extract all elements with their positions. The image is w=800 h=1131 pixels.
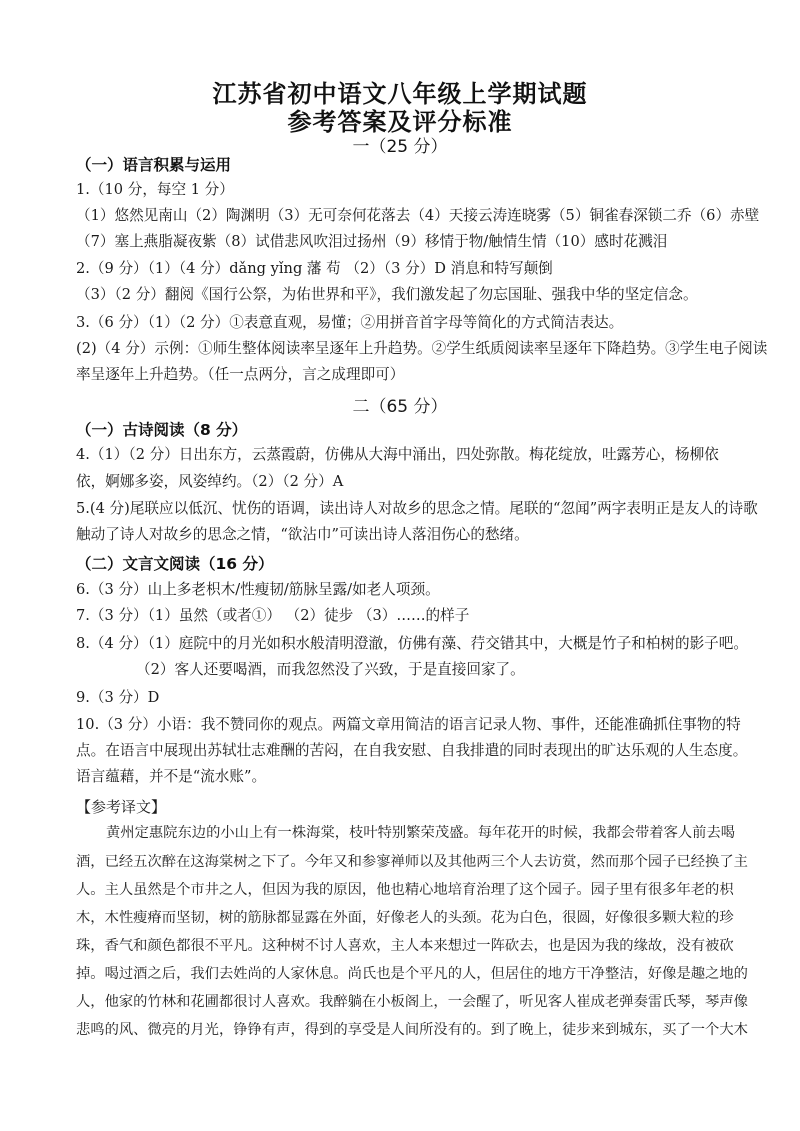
document-title: 江苏省初中语文八年级上学期试题 — [212, 80, 588, 108]
translation-line: 黄州定惠院东边的小山上有一株海棠，枝叶特别繁荣茂盛。每年花开的时候，我都会带着客人前去喝 — [106, 825, 736, 841]
translation-line: 酒，已经五次醉在这海棠树之下了。今年又和参寥禅师以及其他两三个人去访赏，然而那个园子已经换了主 — [76, 854, 748, 870]
answer-line: 点。在语言中展现出苏轼壮志难酬的苦闷，在自我安慰、自我排遣的同时表现出的旷达乐观的人生态度。 — [76, 742, 748, 759]
part-two-heading: 二（65 分） — [352, 397, 448, 417]
answer-line: 7.（3 分）（1）虽然（或者①） （2）徒步 （3）……的样子 — [76, 607, 470, 624]
section-classical-heading: （二）文言文阅读（16 分） — [76, 555, 274, 573]
translation-line: 人，他家的竹林和花圃都很讨人喜欢。我醉躺在小板阁上，一会醒了，听见客人崔成老弹奏雷氏琴，琴声像 — [76, 994, 748, 1010]
answer-line: 依，婀娜多姿，风姿绰约。（2）（2 分）A — [76, 473, 344, 490]
answer-line: 6.（3 分）山上多老枳木/性瘦韧/筋脉呈露/如老人项颈。 — [76, 581, 440, 598]
part-one-heading: 一（25 分） — [352, 137, 448, 157]
answer-line: 语言蕴藉，并不是“流水账”。 — [76, 768, 267, 785]
answer-line: （2）客人还要喝酒，而我忽然没了兴致，于是直接回家了。 — [136, 661, 525, 678]
document-subtitle: 参考答案及评分标准 — [287, 108, 513, 136]
translation-line: 悲鸣的风、微亮的月光，铮铮有声，得到的享受是人间所没有的。到了晚上，徒步来到城东，买了一个大木 — [76, 1022, 748, 1038]
section-language-heading: （一）语言积累与运用 — [76, 156, 232, 174]
translation-line: 掉。喝过酒之后，我们去姓尚的人家休息。尚氏也是个平凡的人，但居住的地方干净整洁，好像是趣之地的 — [76, 966, 748, 982]
answer-line: 5.(4 分)尾联应以低沉、忧伤的语调，读出诗人对故乡的思念之情。尾联的“忽闻”两字表明正是友人的诗歌 — [76, 500, 758, 517]
reference-translation-label: 【参考译文】 — [76, 798, 167, 816]
answer-line: 10.（3 分）小语：我不赞同你的观点。两篇文章用简洁的语言记录人物、事件，还能准确抓住事物的特 — [76, 716, 741, 733]
answer-line: （1）悠然见南山（2）陶渊明（3）无可奈何花落去（4）天接云涛连晓雾（5）铜雀春深锁二乔（6）赤壁 — [76, 207, 760, 224]
answer-line: 9.（3 分）D — [76, 689, 160, 706]
answer-line: (2)（4 分）示例：①师生整体阅读率呈逐年上升趋势。②学生纸质阅读率呈逐年下降趋势。③学生电子阅读 — [76, 340, 768, 357]
answer-line: （3）（2 分）翻阅《国行公祭，为佑世界和平》，我们激发起了勿忘国耻、强我中华的坚定信念。 — [76, 286, 698, 303]
translation-line: 珠，香气和颜色都很不平凡。这种树不讨人喜欢，主人本来想过一阵砍去，也是因为我的缘故，没有被砍 — [76, 938, 734, 954]
answer-line: （7）塞上燕脂凝夜紫（8）试借悲风吹泪过扬州（9）移情于物/触情生情（10）感时花溅泪 — [76, 233, 668, 250]
answer-line: 1.（10 分，每空 1 分） — [76, 181, 234, 198]
section-poetry-heading: （一）古诗阅读（8 分） — [76, 421, 248, 439]
answer-line: 4.（1）（2 分）日出东方，云蒸霞蔚，仿佛从大海中涌出，四处弥散。梅花绽放，吐露芳心，杨柳依 — [76, 446, 719, 463]
answer-line: 8.（4 分）（1）庭院中的月光如积水般清明澄澈，仿佛有藻、荇交错其中，大概是竹子和柏树的影子吧。 — [76, 635, 748, 652]
answer-line: 率呈逐年上升趋势。（任一点两分，言之成理即可） — [76, 366, 405, 383]
translation-line: 木，木性瘦瘠而坚韧，树的筋脉都显露在外面，好像老人的头颈。花为白色，很圆，好像很多颗大粒的珍 — [76, 910, 734, 926]
translation-line: 人。主人虽然是个市井之人，但因为我的原因，他也精心地培育治理了这个园子。园子里有很多年老的枳 — [76, 882, 734, 898]
answer-line: 2.（9 分）（1）（4 分）dǎng yǐng 藩 苟 （2）（3 分）D 消息和特写颠倒 — [76, 260, 553, 277]
answer-line: 3.（6 分）（1）（2 分）①表意直观，易懂；②用拼音首字母等简化的方式简洁表达。 — [76, 314, 624, 331]
answer-line: 触动了诗人对故乡的思念之情，“欲沾巾”可读出诗人落泪伤心的愁绪。 — [76, 526, 529, 543]
